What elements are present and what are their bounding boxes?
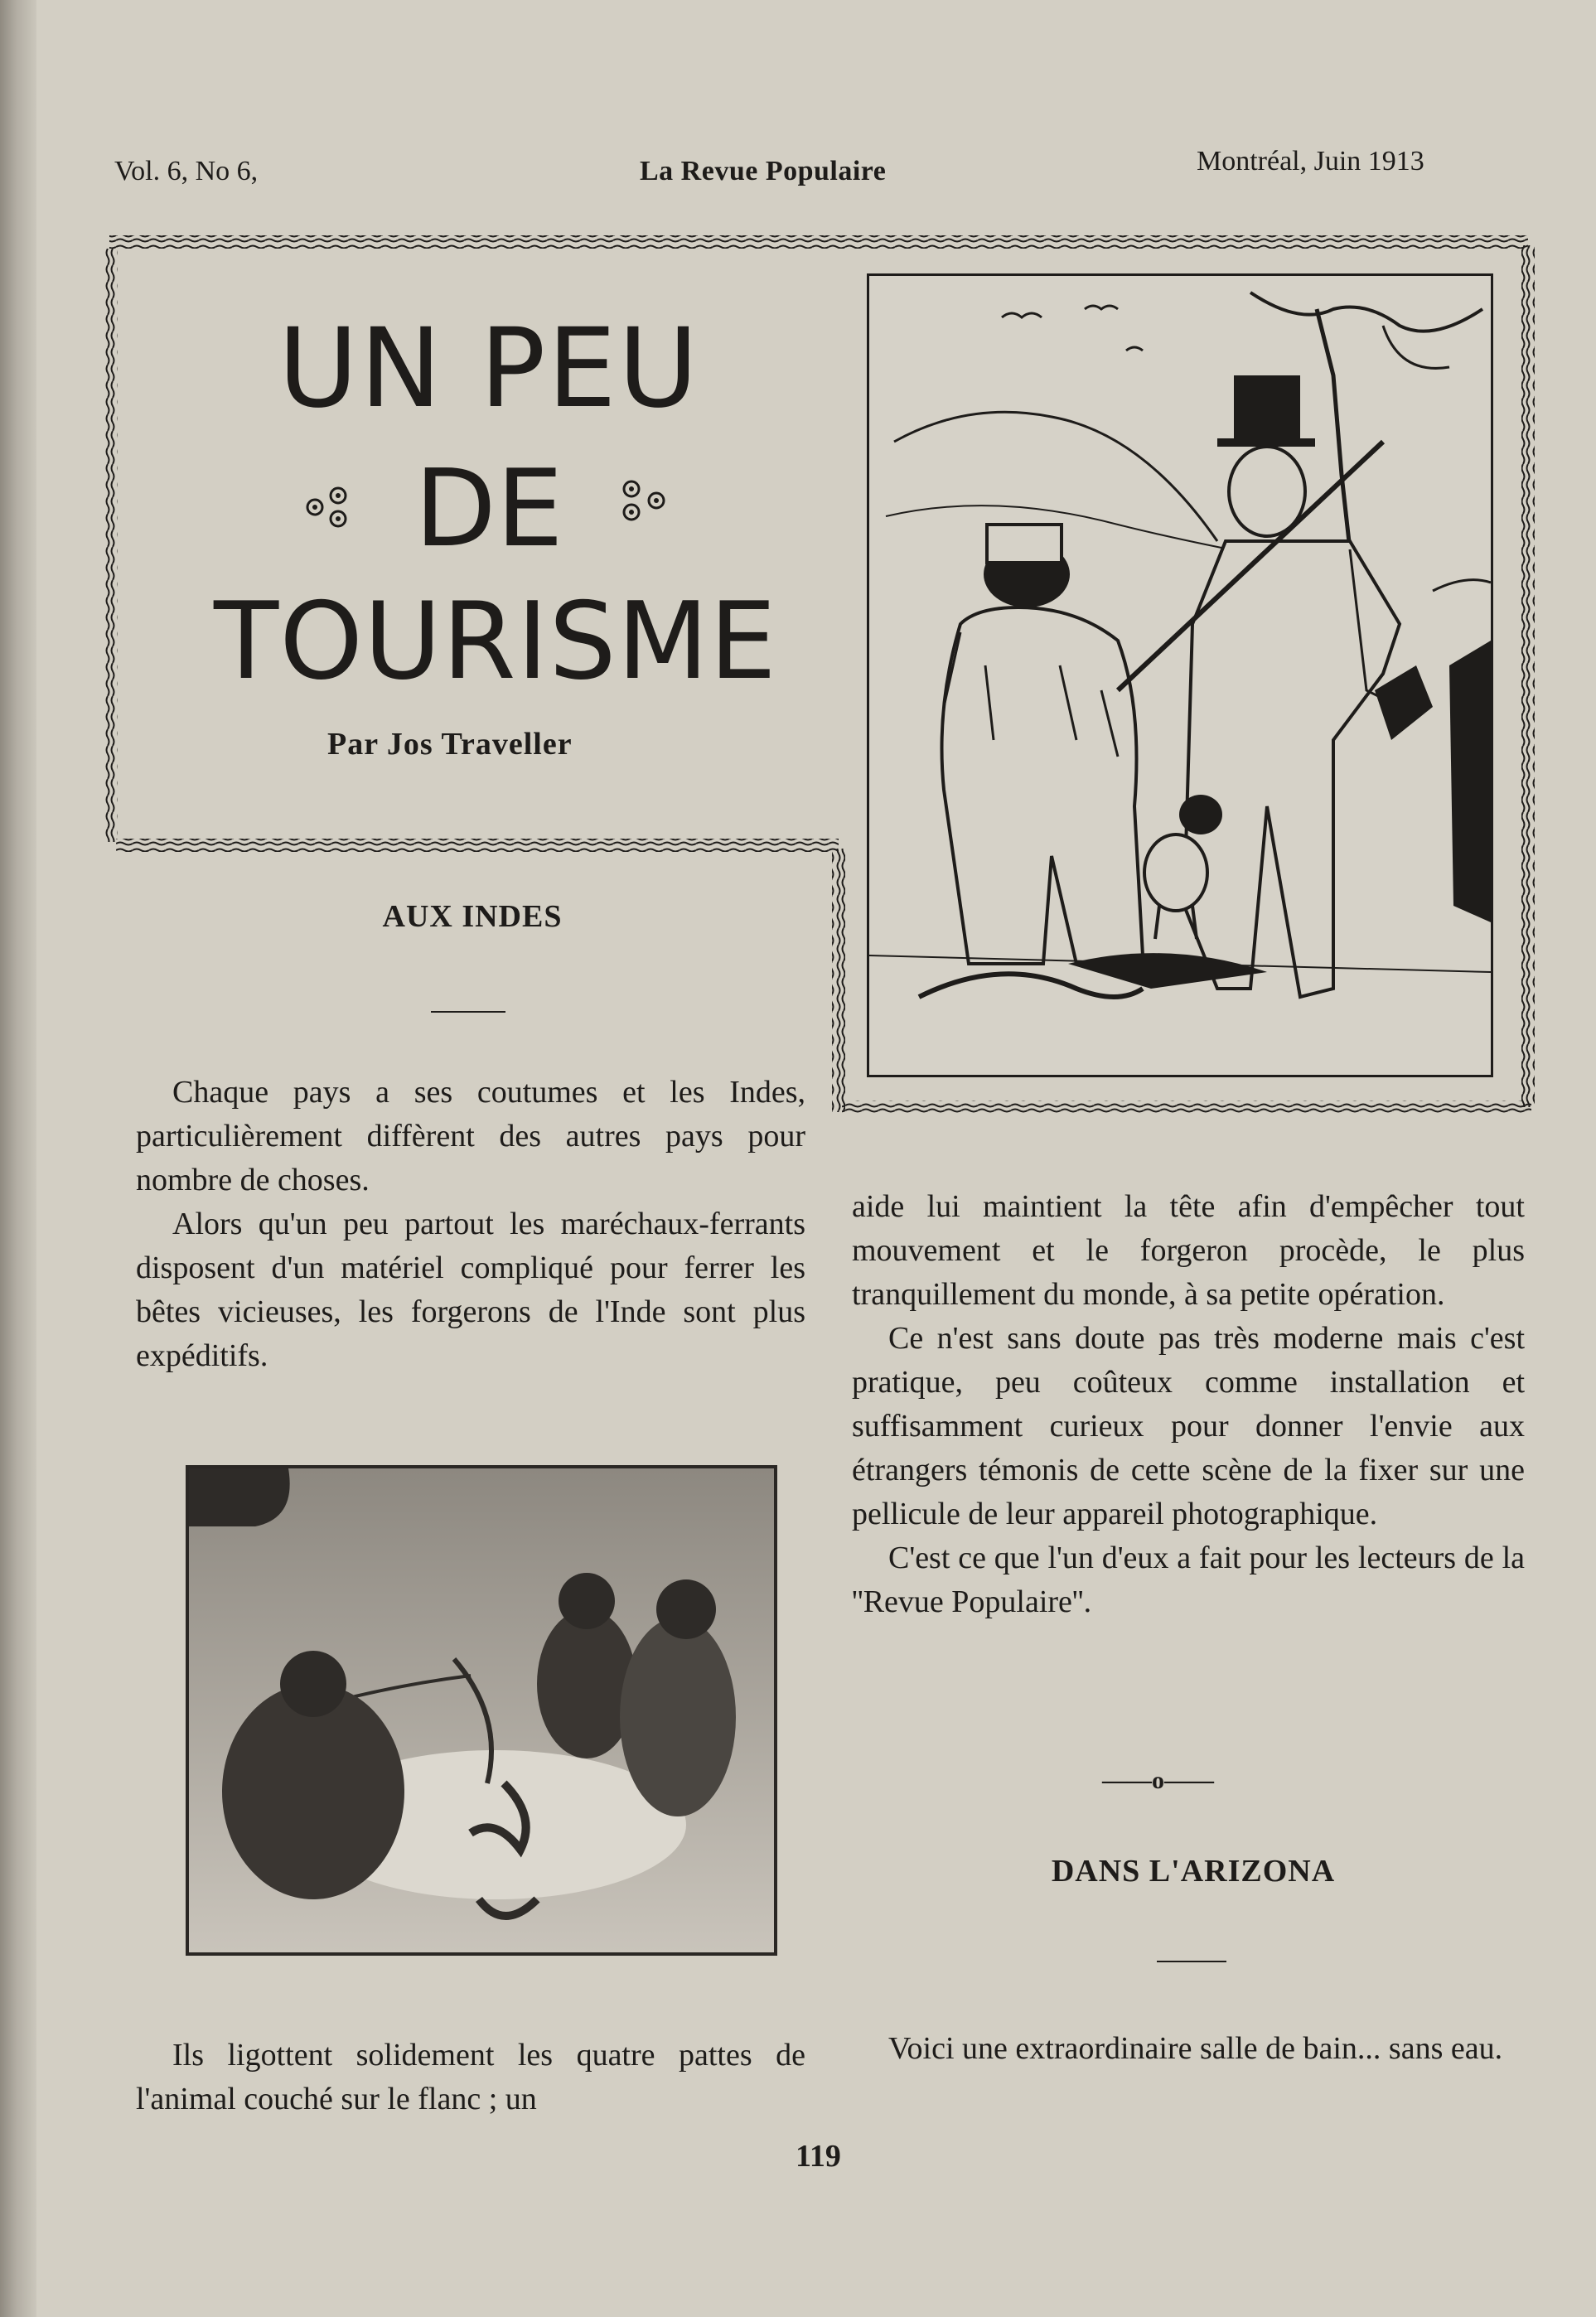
paragraph: aide lui maintient la tête afin d'empêcher tout mouvement et le forgeron procède, le plus tranquillement du monde, à sa petite opération.: [852, 1189, 1525, 1312]
section-rule: [1157, 1961, 1226, 1962]
paragraph: Alors qu'un peu partout les maréchaux-ferrants disposent d'un matériel compliqué pour ferrer les bêtes vicieuses, les forgerons de l'Inde sont plus expéditifs.: [136, 1207, 805, 1373]
photo-farriers-icon: [189, 1468, 774, 1952]
paragraph: Chaque pays a ses coutumes et les Indes, particulièrement diffèrent des autres pays pour nombre de choses.: [136, 1075, 805, 1197]
left-column-text: [136, 1071, 805, 1378]
paragraph: Voici une extraordinaire salle de bain... sans eau.: [888, 2031, 1503, 2066]
article-title-line-1: UN PEU: [278, 305, 700, 433]
section-rule: [431, 1011, 505, 1013]
cartoon-tramps-icon: [869, 276, 1491, 1075]
photo-illustration: [186, 1465, 777, 1956]
section-separator: ——o——: [1102, 1767, 1214, 1794]
article-title-line-2: DE: [414, 447, 563, 571]
issue-volume: Vol. 6, No 6,: [114, 156, 259, 186]
page-number: 119: [796, 2139, 841, 2174]
ornament-dots-right-icon: [620, 479, 678, 525]
right-column-arizona: [852, 2027, 1525, 2071]
right-column-text: [852, 1185, 1525, 1624]
paragraph: Ce n'est sans doute pas très moderne mais c'est pratique, peu coûteux comme installation et suffisamment curieux pour donner l'envie aux étrangers témonis de cette scène de la fixer sur une pellicule de leur appareil photographique.: [852, 1321, 1525, 1531]
section-heading-arizona: DANS L'ARIZONA: [1051, 1854, 1336, 1889]
ornament-dots-left-icon: [300, 486, 358, 532]
left-column-continued: [136, 2034, 805, 2121]
article-title-line-3: TOURISME: [214, 580, 777, 704]
cartoon-illustration: [867, 273, 1493, 1077]
paragraph: C'est ce que l'un d'eux a fait pour les lecteurs de la ''Revue Populaire''.: [852, 1541, 1525, 1619]
article-byline: Par Jos Traveller: [327, 727, 573, 762]
section-heading-aux-indes: AUX INDES: [382, 899, 563, 934]
dateline: Montréal, Juin 1913: [1197, 146, 1424, 177]
paragraph: Ils ligottent solidement les quatre pattes de l'animal couché sur le flanc ; un: [136, 2038, 805, 2116]
magazine-name: La Revue Populaire: [640, 156, 887, 186]
